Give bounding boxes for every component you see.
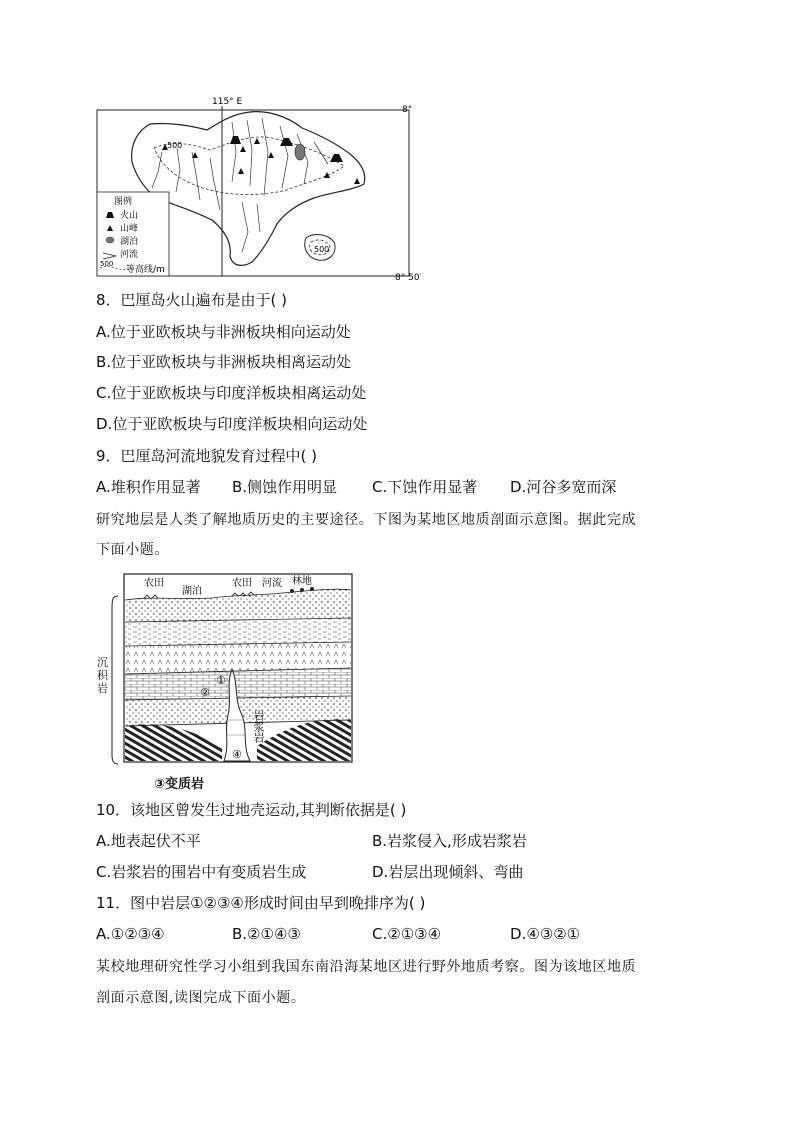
q11-option-c: C.②①③④ — [372, 925, 442, 943]
label-sedimentary-rock: 沉积岩 — [97, 656, 108, 695]
q8-option-c: C.位于亚欧板块与印度洋板块相离运动处 — [96, 384, 367, 402]
question-11-stem: 11．图中岩层①②③④形成时间由早到晚排序为( ) — [96, 894, 426, 912]
bali-map — [92, 92, 422, 284]
legend-label: 火山 — [120, 211, 139, 221]
legend-label: 等高线/m — [126, 265, 165, 275]
intro-paragraph-line: 某校地理研究性学习小组到我国东南沿海某地区进行野外地质考察。图为该地区地质 — [96, 959, 637, 975]
question-8-stem: 8．巴厘岛火山遍布是由于( ) — [96, 291, 288, 309]
label-forest: 林地 — [292, 576, 312, 587]
lake-icon — [106, 237, 114, 243]
latitude-label-top: 8° — [402, 105, 413, 115]
label-farmland: 农田 — [144, 578, 164, 589]
label-layer-1: ① — [216, 674, 226, 687]
legend-label: 山峰 — [120, 224, 139, 234]
q10-option-d: D.岩层出现倾斜、弯曲 — [372, 863, 524, 881]
label-farmland: 农田 — [232, 578, 252, 589]
lake-mark — [295, 144, 305, 160]
contour-line — [154, 137, 344, 195]
legend-contour-value: 500 — [100, 260, 114, 268]
contour-label: 500 — [314, 245, 330, 254]
q11-option-d: D.④③②① — [510, 925, 581, 943]
q8-option-b: B.位于亚欧板块与非洲板块相离运动处 — [96, 353, 352, 371]
geologic-section — [92, 570, 362, 770]
legend-label: 河流 — [120, 250, 139, 260]
question-10-stem: 10．该地区曾发生过地壳运动,其判断依据是( ) — [96, 801, 407, 819]
q10-option-c: C.岩浆岩的围岩中有变质岩生成 — [96, 863, 307, 881]
label-lake: 湖泊 — [182, 586, 202, 597]
q8-option-a: A.位于亚欧板块与非洲板块相向运动处 — [96, 323, 351, 341]
intro-paragraph-line: 下面小题。 — [96, 542, 169, 558]
latitude-label-bottom: 8° 50′ — [395, 273, 422, 283]
contour-label: 500 — [167, 141, 183, 150]
label-magma-rock: 岩浆岩 — [232, 710, 265, 723]
label-layer-4: ④ — [232, 748, 242, 761]
q9-option-d: D.河谷多宽而深 — [510, 478, 617, 496]
q10-option-b: B.岩浆侵入,形成岩浆岩 — [372, 832, 527, 850]
q9-option-b: B.侧蚀作用明显 — [232, 478, 338, 496]
geologic-section-figure — [92, 570, 362, 770]
figure-caption: ③变质岩 — [154, 777, 205, 792]
peaks — [162, 138, 360, 184]
q9-option-c: C.下蚀作用显著 — [372, 478, 478, 496]
longitude-label: 115° E — [212, 97, 243, 107]
volcano-marks — [230, 136, 343, 162]
question-9-stem: 9．巴厘岛河流地貌发育过程中( ) — [96, 447, 318, 465]
label-layer-2: ② — [200, 686, 210, 699]
label-river: 河流 — [262, 578, 282, 589]
intro-paragraph-line: 剖面示意图,读图完成下面小题。 — [96, 990, 306, 1006]
q11-option-a: A.①②③④ — [96, 925, 165, 943]
q10-option-a: A.地表起伏不平 — [96, 832, 201, 850]
intro-paragraph-line: 研究地层是人类了解地质历史的主要途径。下图为某地区地质剖面示意图。据此完成 — [96, 512, 637, 528]
legend-label: 湖泊 — [120, 237, 139, 247]
legend-title: 图例 — [114, 197, 133, 207]
q11-option-b: B.②①④③ — [232, 925, 301, 943]
map-legend — [97, 192, 169, 276]
bali-map-figure — [92, 92, 422, 284]
q8-option-d: D.位于亚欧板块与印度洋板块相向运动处 — [96, 415, 368, 433]
q9-option-a: A.堆积作用显著 — [96, 478, 201, 496]
